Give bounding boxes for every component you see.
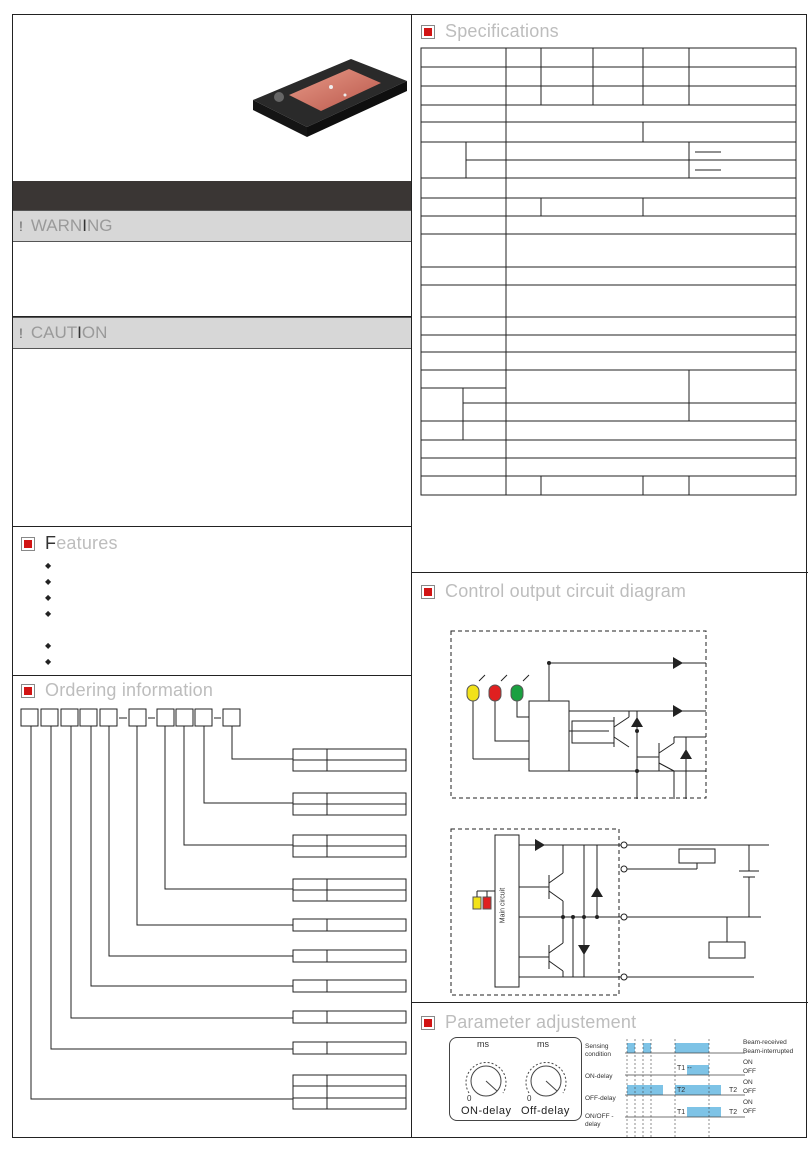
npn-output-circuit — [449, 629, 709, 799]
dial-label-off-delay: Off-delay — [521, 1105, 570, 1117]
caution-exclaim: ! — [19, 325, 23, 341]
divider — [412, 572, 808, 573]
red-square-icon — [421, 25, 435, 39]
dial-unit-right: ms — [537, 1039, 549, 1049]
title-bar — [13, 181, 411, 210]
timing-row-on-off-delay: ON/OFF -delay — [585, 1113, 614, 1128]
pnp-output-circuit — [449, 827, 779, 997]
datasheet-page — [12, 14, 807, 1138]
control-heading: Control output circuit diagram — [421, 581, 686, 602]
product-image — [235, 45, 415, 155]
list-item: ◆ — [45, 609, 52, 618]
t1-label-on: T1 -- — [677, 1065, 692, 1072]
red-square-icon — [421, 1016, 435, 1030]
warning-title: WARNING — [30, 216, 113, 235]
list-item: ◆ — [45, 657, 52, 666]
red-square-icon — [21, 684, 35, 698]
specs-heading: Specifications — [421, 21, 559, 42]
caution-title: CAUTION — [30, 323, 108, 342]
dial-min-right: 0 — [527, 1094, 532, 1103]
column-divider — [411, 15, 412, 1137]
warning-bar — [13, 210, 411, 242]
param-heading: Parameter adjustement — [421, 1012, 636, 1033]
t2-label-onoff: T2 — [729, 1109, 738, 1116]
timing-row-off-delay: OFF-delay — [585, 1095, 616, 1102]
t2-label-off-right: T2 — [729, 1087, 738, 1094]
t2-label-off: T2 — [677, 1087, 686, 1094]
caution-bar — [13, 317, 411, 349]
divider — [412, 1002, 808, 1003]
warning-exclaim: ! — [19, 218, 23, 234]
timing-row-sensing: Sensing condition — [585, 1043, 612, 1058]
features-heading: F eatures — [21, 533, 118, 554]
list-item: ◆ — [45, 641, 52, 650]
t1-label-onoff: T1 — [677, 1109, 686, 1116]
list-item: ◆ — [45, 561, 52, 570]
main-circuit-label: Main circuit — [499, 887, 507, 924]
list-item: ◆ — [45, 577, 52, 586]
timing-row-on-delay: ON-delay — [585, 1073, 613, 1080]
specifications-table — [421, 48, 797, 498]
list-item: ◆ — [45, 593, 52, 602]
ordering-heading: Ordering information — [21, 680, 213, 701]
red-square-icon — [21, 537, 35, 551]
divider — [13, 526, 411, 527]
timing-right-labels: Beam-received Beam-interrupted ON OFF ON OFF ON OFF — [743, 1039, 794, 1115]
divider — [13, 675, 411, 676]
dial-unit-left: ms — [477, 1039, 489, 1049]
red-square-icon — [421, 585, 435, 599]
dial-label-on-delay: ON-delay — [461, 1105, 512, 1117]
dial-min-left: 0 — [467, 1094, 472, 1103]
ordering-code-diagram — [13, 705, 411, 1115]
